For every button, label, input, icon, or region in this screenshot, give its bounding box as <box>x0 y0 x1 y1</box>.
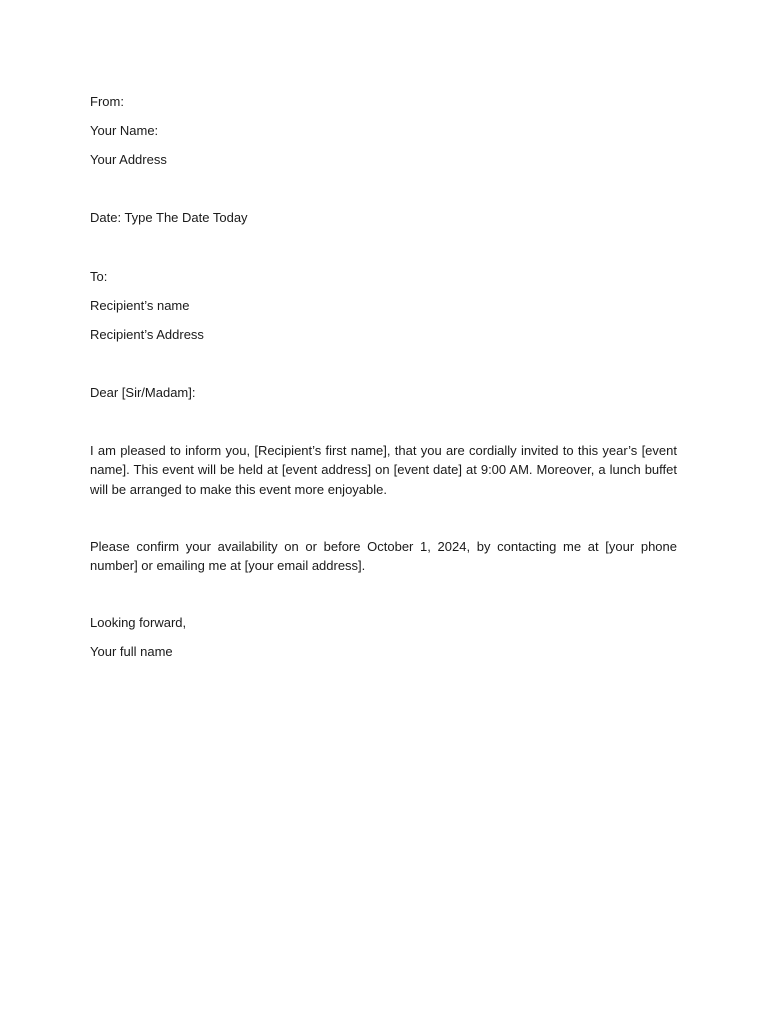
from-label: From: <box>90 94 124 109</box>
sender-name-line: Your Name: <box>90 123 159 138</box>
recipient-address-line: Recipient’s Address <box>90 327 204 342</box>
body-paragraph-invitation: I am pleased to inform you, [Recipient’s first name], that you are cordially invited to this year’s [event name]. This event will be held at [event address] on [event date] at 9:00 AM. Moreover, a lunch buffet will be arranged to make this event more enjoyable. <box>90 443 677 497</box>
salutation: Dear [Sir/Madam]: <box>90 385 196 400</box>
to-label: To: <box>90 269 108 284</box>
closing: Looking forward, <box>90 615 187 630</box>
sender-address-line: Your Address <box>90 152 167 167</box>
body-paragraph-confirmation: Please confirm your availability on or before October 1, 2024, by contacting me at [your phone number] or emailing me at [your email address]. <box>90 539 677 574</box>
signature: Your full name <box>90 644 173 659</box>
date-line: Date: Type The Date Today <box>90 210 248 225</box>
recipient-name-line: Recipient’s name <box>90 298 190 313</box>
